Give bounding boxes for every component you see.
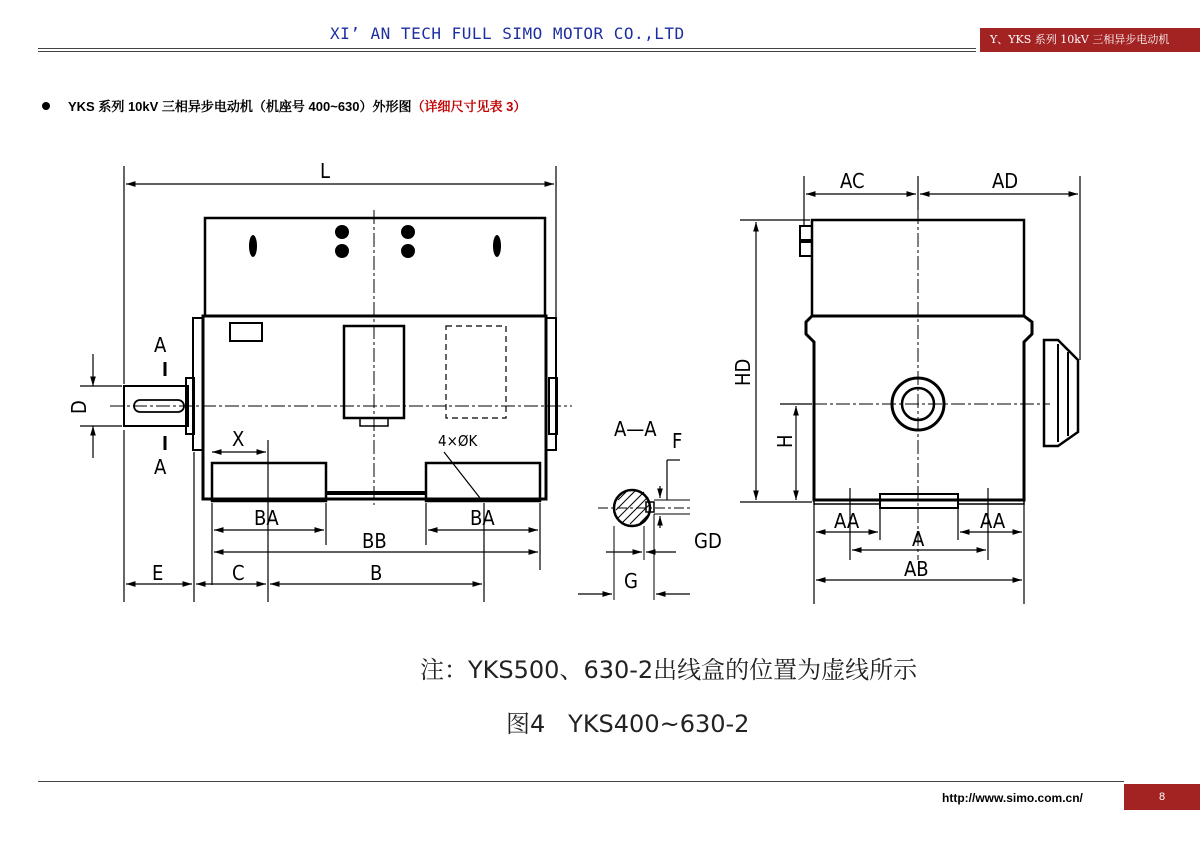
side-view-labels <box>67 159 495 585</box>
dim-F: F <box>672 429 683 453</box>
fan-cover <box>1044 340 1078 446</box>
dim-H: H <box>773 434 797 448</box>
series-tag: Y、YKS 系列 10kV 三相异步电动机 <box>980 28 1200 52</box>
footer-rule <box>38 781 1124 782</box>
dim-G: G <box>624 569 638 593</box>
section-mark-top: A <box>154 333 167 357</box>
side-view <box>110 210 572 505</box>
dim-B: B <box>370 561 383 585</box>
section-aa-labels <box>614 417 722 593</box>
dim-GD: GD <box>694 529 722 553</box>
company-name: XI’ AN TECH FULL SIMO MOTOR CO.,LTD <box>330 24 685 43</box>
dim-BA-right: BA <box>470 506 495 530</box>
dim-X: X <box>232 427 245 451</box>
dim-AD: AD <box>992 169 1019 193</box>
foot-left <box>212 463 326 501</box>
side-view-dimensions <box>80 166 556 602</box>
dim-L: L <box>320 159 331 183</box>
dim-BB: BB <box>362 529 387 553</box>
figure-caption: 图4 YKS400~630-2 <box>506 710 750 738</box>
dim-AC: AC <box>840 169 865 193</box>
section-mark-bottom: A <box>154 455 167 479</box>
dim-C: C <box>232 561 245 585</box>
dim-AB: AB <box>904 557 929 581</box>
foot-right <box>426 463 540 501</box>
dim-AA-left: AA <box>834 509 860 533</box>
dim-BA-left: BA <box>254 506 279 530</box>
terminal-box <box>205 218 545 316</box>
dim-A-end: A <box>912 527 925 551</box>
footer-url[interactable]: http://www.simo.com.cn/ <box>942 791 1083 805</box>
dim-E: E <box>152 561 164 585</box>
end-body <box>806 316 1032 500</box>
dim-HD: HD <box>731 358 755 386</box>
dim-K: 4×ØK <box>438 432 478 450</box>
section-title-note: （详细尺寸见表 3） <box>411 99 527 114</box>
section-title-main: YKS 系列 10kV 三相异步电动机（机座号 400~630）外形图 <box>68 99 412 114</box>
page-number: 8 <box>1124 784 1200 810</box>
end-view-labels <box>731 169 1018 581</box>
dim-AA-right: AA <box>980 509 1006 533</box>
dim-D: D <box>67 400 91 414</box>
section-title-aa: A—A <box>614 417 657 441</box>
end-view <box>790 210 1078 560</box>
figure-note: 注：YKS500、630-2出线盒的位置为虚线所示 <box>420 656 918 684</box>
